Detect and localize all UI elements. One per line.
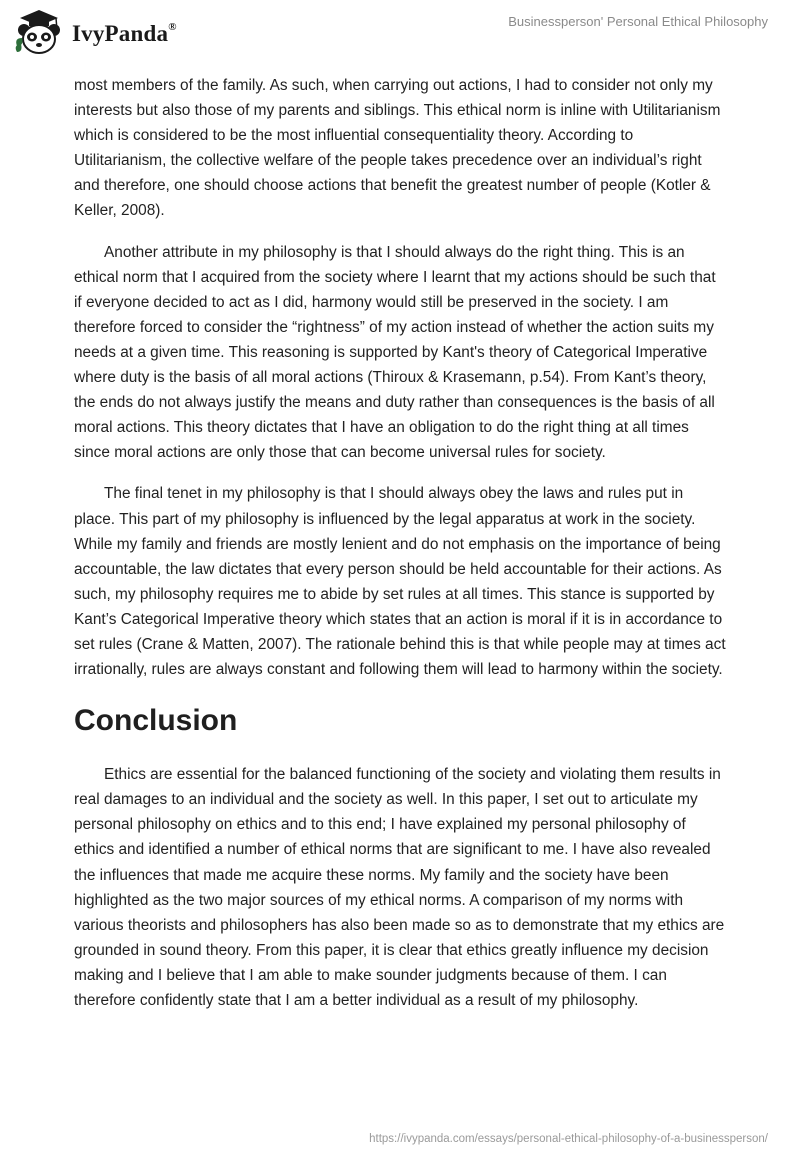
document-title: Businessperson' Personal Ethical Philosophy xyxy=(508,14,768,29)
page-header xyxy=(0,0,800,70)
brand-text: IvyPanda xyxy=(72,21,169,46)
essay-body xyxy=(74,73,726,1029)
panda-graduate-icon xyxy=(12,8,64,56)
source-url[interactable]: https://ivypanda.com/essays/personal-ethical-philosophy-of-a-businessperson/ xyxy=(369,1133,768,1145)
paragraph-right-thing: Another attribute in my philosophy is that I should always do the right thing. This is an ethical norm that I acquired from the society where I learnt that my actions should be such that if everyone decided to act as I did, harmony would still be preserved in the society. I am therefore forced to consider the “rightness” of my action instead of whether the action suits my needs at a given time. This reasoning is supported by Kant's theory of Categorical Imperative where duty is the basis of all moral actions (Thiroux & Krasemann, p.54). From Kant’s theory, the ends do not always justify the means and duty rather than consequences is the basis of all moral actions. This theory dictates that I have an obligation to do the right thing at all times since moral actions are only those that can become universal rules for society. xyxy=(74,243,716,462)
paragraph-utilitarianism: most members of the family. As such, when carrying out actions, I had to consider not only my interests but also those of my parents and siblings. This ethical norm is inline with Utilitarianism which is considered to be the most influential consequentiality theory. According to Utilitarianism, the collective welfare of the people takes precedence over an individual’s right and therefore, one should choose actions that benefit the greatest number of people (Kotler & Keller, 2008). xyxy=(74,77,721,220)
brand-name xyxy=(72,21,177,47)
section-heading-conclusion: Conclusion xyxy=(74,704,238,738)
ivypanda-logo[interactable] xyxy=(12,8,177,56)
paragraph-conclusion: Ethics are essential for the balanced functioning of the society and violating them results in real damages to an individual and the society as well. In this paper, I set out to articulate my personal philosophy on ethics and to this end; I have explained my personal philosophy of ethics and identified a number of ethical norms that are significant to me. I have also revealed the influences that made me acquire these norms. My family and the society have been highlighted as the two major sources of my ethical norms. A comparison of my norms with various theorists and philosophers has also been made so as to demonstrate that my ethics are grounded in sound theory. From this paper, it is clear that ethics greatly influence my decision making and I believe that I am able to make sounder judgments because of them. I can therefore confidently state that I am a better individual as a result of my philosophy. xyxy=(74,766,725,1009)
registered-mark: ® xyxy=(168,21,177,34)
paragraph-laws-and-rules: The final tenet in my philosophy is that I should always obey the laws and rules put in place. This part of my philosophy is influenced by the legal apparatus at work in the society. While my family and friends are mostly lenient and do not emphasis on the importance of being accountable, the law dictates that every person should be held accountable for their actions. As such, my philosophy requires me to abide by set rules at all times. This stance is supported by Kant’s Categorical Imperative theory which states that an action is moral if it is in accordance to set rules (Crane & Matten, 2007). The rationale behind this is that while people may at times act irrationally, rules are always constant and following them will lead to harmony within the society. xyxy=(74,485,726,679)
